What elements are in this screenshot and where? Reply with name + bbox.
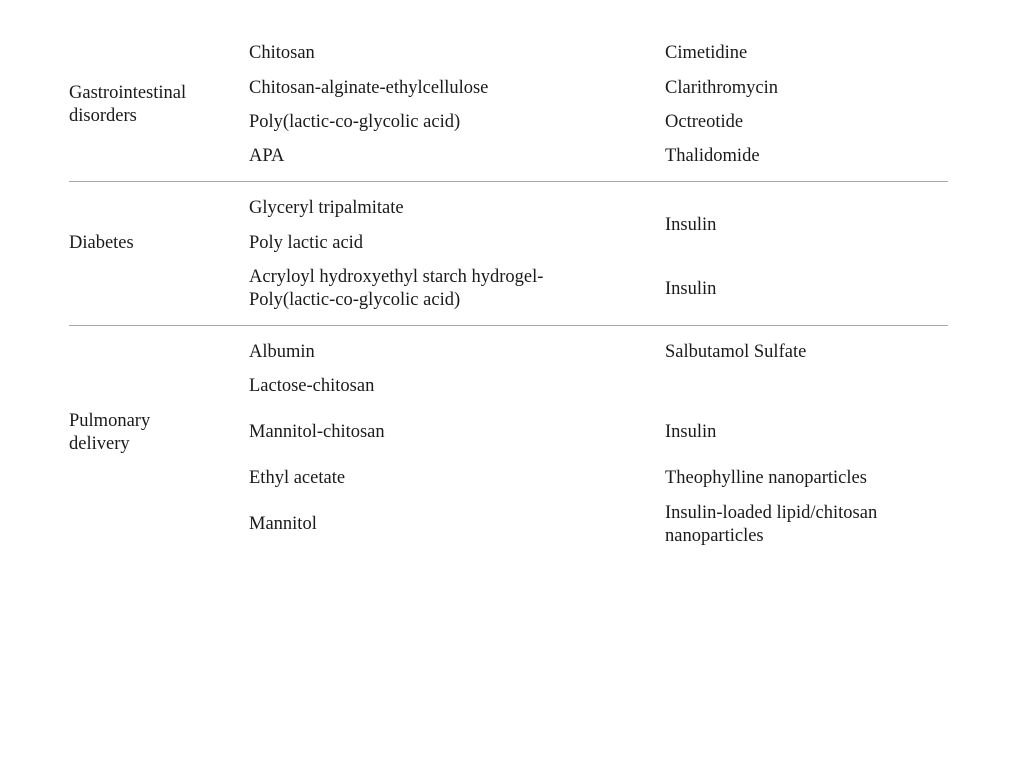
drug-line: Insulin-loaded lipid/chitosan xyxy=(665,503,878,523)
category-line: delivery xyxy=(69,434,130,454)
category-pulmonary xyxy=(69,410,150,456)
drug-cell: Clarithromycin xyxy=(665,78,779,98)
carrier-cell: Ethyl acetate xyxy=(249,468,346,488)
drug-cell: Insulin xyxy=(665,422,717,442)
drug-cell: Cimetidine xyxy=(665,43,748,63)
carrier-cell: Albumin xyxy=(249,342,315,362)
drug-cell: Octreotide xyxy=(665,112,744,132)
drug-cell: Thalidomide xyxy=(665,146,760,166)
drug-cell: Salbutamol Sulfate xyxy=(665,342,807,362)
drug-line: nanoparticles xyxy=(665,526,764,546)
carrier-cell: APA xyxy=(249,146,285,166)
drug-cell: Insulin xyxy=(665,215,717,235)
row-divider xyxy=(69,181,948,182)
carrier-cell: Mannitol-chitosan xyxy=(249,422,385,442)
category-gastrointestinal xyxy=(69,82,186,128)
carrier-cell: Lactose-chitosan xyxy=(249,376,375,396)
row-divider xyxy=(69,325,948,326)
carrier-cell: Chitosan-alginate-ethylcellulose xyxy=(249,78,489,98)
carrier-line: Poly(lactic-co-glycolic acid) xyxy=(249,290,461,310)
drug-cell xyxy=(665,502,877,548)
category-diabetes: Diabetes xyxy=(69,233,134,253)
carrier-cell: Chitosan xyxy=(249,43,315,63)
category-line: Gastrointestinal xyxy=(69,83,187,103)
category-line: Pulmonary xyxy=(69,411,151,431)
carrier-cell: Poly(lactic-co-glycolic acid) xyxy=(249,112,461,132)
drug-cell: Insulin xyxy=(665,279,717,299)
category-line: disorders xyxy=(69,106,137,126)
carrier-line: Acryloyl hydroxyethyl starch hydrogel- xyxy=(249,267,544,287)
carrier-cell xyxy=(249,266,543,312)
carrier-cell: Mannitol xyxy=(249,514,317,534)
carrier-cell: Glyceryl tripalmitate xyxy=(249,198,404,218)
drug-cell: Theophylline nanoparticles xyxy=(665,468,867,488)
carrier-cell: Poly lactic acid xyxy=(249,233,364,253)
